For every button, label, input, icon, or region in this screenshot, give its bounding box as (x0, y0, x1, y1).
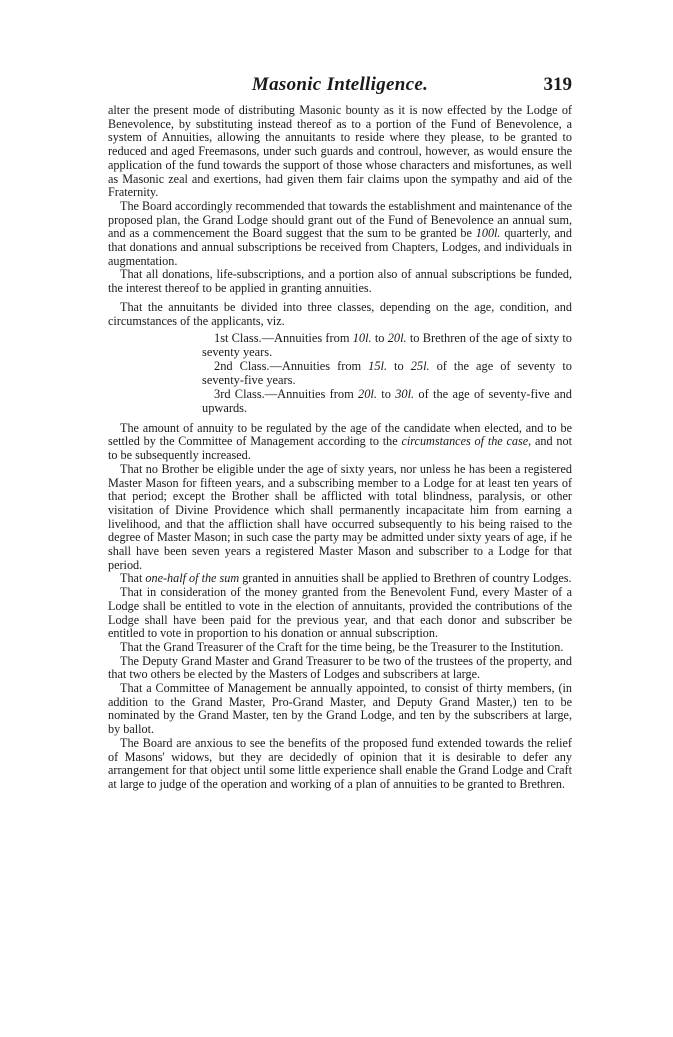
class-amount-from: 20l. (358, 386, 377, 401)
paragraph-8: That in consideration of the money granted from the Benevolent Fund, every Master of a Lodge shall be entitled to vote in the election of annuitants, provided the contributions of the Lodge shall have been paid for the previous year, and that each donor and subscriber be entitled to vote in proportion to his donation or annual subscription. (108, 585, 572, 641)
paragraph-7 (108, 572, 572, 586)
class-text: —Annuities from (264, 386, 359, 401)
class-text: —Annuities from (261, 331, 353, 346)
paragraph-11: That a Committee of Management be annually appointed, to consist of thirty members, (in addition to the Grand Master, Pro-Grand Master, and Deputy Grand Master,) ten to be nominated by the Grand Master, ten by the Grand Lodge, and ten by the subscribers at large, by ballot. (108, 681, 572, 737)
paragraph-2-text-a: The Board accordingly recommended that towards the establishment and maintenance of the proposed plan, the Grand Lodge should grant out of the Fund of Benevolence an annual sum, and as a commencement the Board suggest that the sum to be granted be (108, 198, 572, 241)
class-text: to (387, 359, 411, 374)
body-text (108, 104, 572, 792)
paragraph-5 (108, 422, 572, 463)
class-label: 2nd Class. (214, 359, 270, 374)
paragraph-5-text-b: , and not to be subsequently increased. (108, 434, 572, 463)
class-text: —Annuities from (269, 359, 369, 374)
running-title: Masonic Intelligence. (251, 74, 429, 95)
class-label: 3rd Class. (214, 386, 265, 401)
class-text: to Brethren of the age of sixty to seventy years. (202, 331, 572, 360)
class-amount-from: 10l. (352, 331, 372, 346)
class-text: of the age of seventy to seventy-five years. (202, 359, 572, 387)
class-entry-2 (108, 360, 572, 388)
class-text: to (376, 386, 396, 401)
class-entry-1 (108, 332, 572, 360)
class-entry-3 (108, 388, 572, 416)
paragraph-5-text-a: The amount of annuity to be regulated by the age of the candidate when elected, and to be settled by the Committee of Management according to the (108, 420, 572, 449)
paragraph-2 (108, 200, 572, 269)
paragraph-1: alter the present mode of distributing Masonic bounty as it is now effected by the Lodge of Benevolence, by substituting instead thereof as to a portion of the Fund of Benevolence, a system of Annuities, allowing the annuitants to reside where they please, to be granted to reduced and aged Freemasons, under such guards and controul, however, as would ensure the application of the fund towards the support of those whose characters and misfortunes, as well as Masonic zeal and exertions, had given them fair claims upon the sympathy and aid of the Fraternity. (108, 103, 572, 200)
class-label: 1st Class. (214, 331, 262, 346)
paragraph-12: The Board are anxious to see the benefits of the proposed fund extended towards the relief of Masons' widows, but they are decidedly of opinion that it is desirable to defer any arrangement for that object until some little experience shall enable the Grand Lodge and Craft at large to judge of the operation and working of a plan of annuities to be granted to Brethren. (108, 735, 572, 791)
paragraph-4: That the annuitants be divided into three classes, depending on the age, condition, and circumstances of the applicants, viz. (108, 299, 572, 328)
paragraph-9: That the Grand Treasurer of the Craft for the time being, be the Treasurer to the Institution. (120, 639, 564, 654)
class-amount-to: 20l. (387, 331, 407, 346)
class-amount-to: 25l. (410, 359, 430, 374)
paragraph-3: That all donations, life-subscriptions, and a portion also of annual subscriptions be funded, the interest thereof to be applied in granting annuities. (108, 267, 572, 296)
paragraph-7-italic: one-half of the sum (145, 571, 240, 586)
paragraph-5-italic: circumstances of the case (401, 434, 529, 449)
paragraph-6: That no Brother be eligible under the age of sixty years, nor unless he has been a registered Master Mason for fifteen years, and a subscribing member to a Lodge for at least ten years of that period; except the Brother shall be afflicted with total blindness, paralysis, or other visitation of Divine Providence which shall permanently incapacitate him from earning a livelihood, and that the affliction shall have occurred subsequently to his being raised to the degree of Master Mason; in such case the party may be admitted under sixty years of age, if he shall have been seven years a registered Master Mason and subscriber to a Lodge for that period. (108, 461, 572, 572)
grant-amount: 100l. (475, 226, 501, 241)
class-text: to (371, 331, 388, 346)
page-header (108, 74, 572, 104)
class-amount-to: 30l. (395, 386, 415, 401)
paragraph-7-text-a: That (120, 571, 146, 586)
paragraph-10: The Deputy Grand Master and Grand Treasurer to be two of the trustees of the property, and that two others be elected by the Masters of Lodges and subscribers at large. (108, 653, 572, 682)
class-amount-from: 15l. (368, 359, 388, 374)
book-page (108, 74, 572, 792)
paragraph-2-text-b: quarterly, and that donations and annual subscriptions be received from Chapters, Lodges, and individuals in augmentation. (108, 226, 572, 268)
class-text: of the age of seventy-five and upwards. (202, 386, 572, 415)
page-number: 319 (543, 74, 572, 95)
paragraph-7-text-b: granted in annuities shall be applied to Brethren of country Lodges. (239, 571, 572, 586)
annuity-classes (108, 332, 572, 415)
